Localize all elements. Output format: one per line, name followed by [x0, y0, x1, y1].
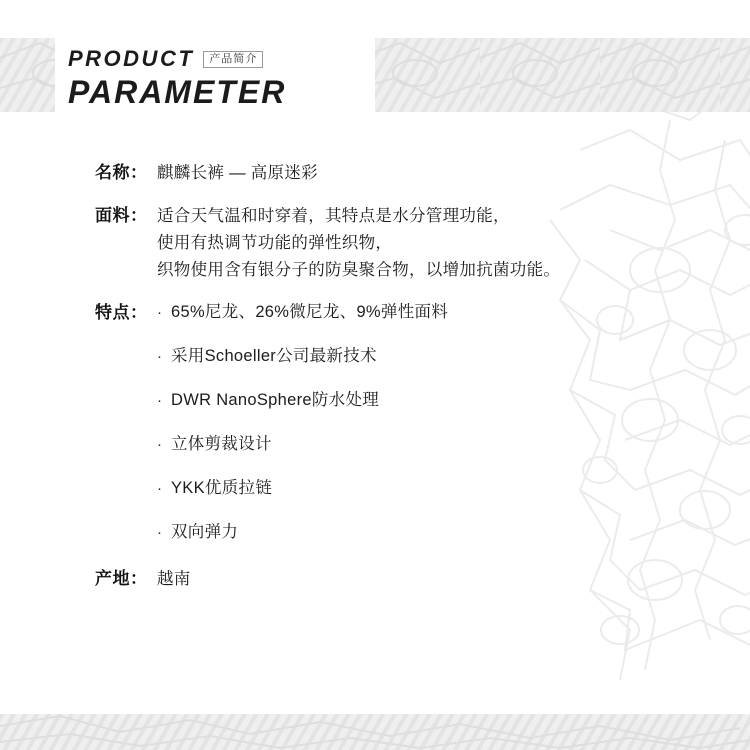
- footer-band: [0, 714, 750, 750]
- list-item: [157, 432, 695, 456]
- footer-stripe-pattern: [0, 714, 750, 750]
- list-item: [157, 520, 695, 544]
- spec-row-origin: [95, 566, 695, 593]
- fabric-line: 织物使用含有银分子的防臭聚合物，以增加抗菌功能。: [157, 261, 561, 279]
- bullet-icon: ·: [157, 436, 163, 453]
- list-item-label: 立体剪裁设计: [171, 435, 272, 453]
- spec-row-features: [95, 300, 695, 544]
- list-item: [157, 388, 695, 412]
- fabric-line: 适合天气温和时穿着，其特点是水分管理功能，: [157, 207, 510, 225]
- origin-label: 产地：: [95, 569, 148, 588]
- page-title: [68, 40, 488, 114]
- origin-value: 越南: [157, 570, 191, 588]
- list-item-label: 采用Schoeller公司最新技术: [171, 347, 377, 365]
- fabric-value: [157, 203, 695, 284]
- title-line-2: PARAMETER: [68, 74, 287, 110]
- bullet-icon: ·: [157, 304, 163, 321]
- bullet-icon: ·: [157, 392, 163, 409]
- name-value: 麒麟长裤 — 高原迷彩: [157, 164, 318, 182]
- list-item-label: DWR NanoSphere防水处理: [171, 391, 380, 409]
- fabric-label: 面料：: [95, 206, 148, 225]
- list-item-label: 双向弹力: [171, 523, 239, 541]
- list-item: [157, 476, 695, 500]
- list-item-label: 65%尼龙、26%微尼龙、9%弹性面料: [171, 303, 449, 321]
- list-item-label: YKK优质拉链: [171, 479, 273, 497]
- list-item: [157, 300, 695, 324]
- spec-row-name: [95, 160, 695, 187]
- feature-list: [157, 300, 695, 544]
- title-chinese-badge: 产品简介: [203, 51, 263, 68]
- title-line-1: PRODUCT: [68, 46, 195, 71]
- spec-row-fabric: [95, 203, 695, 284]
- bullet-icon: ·: [157, 524, 163, 541]
- name-label: 名称：: [95, 163, 148, 182]
- spec-content: [95, 160, 695, 609]
- features-value: [157, 300, 695, 544]
- bullet-icon: ·: [157, 348, 163, 365]
- list-item: [157, 344, 695, 368]
- features-label: 特点：: [95, 303, 148, 322]
- fabric-line: 使用有热调节功能的弹性织物，: [157, 234, 393, 252]
- bullet-icon: ·: [157, 480, 163, 497]
